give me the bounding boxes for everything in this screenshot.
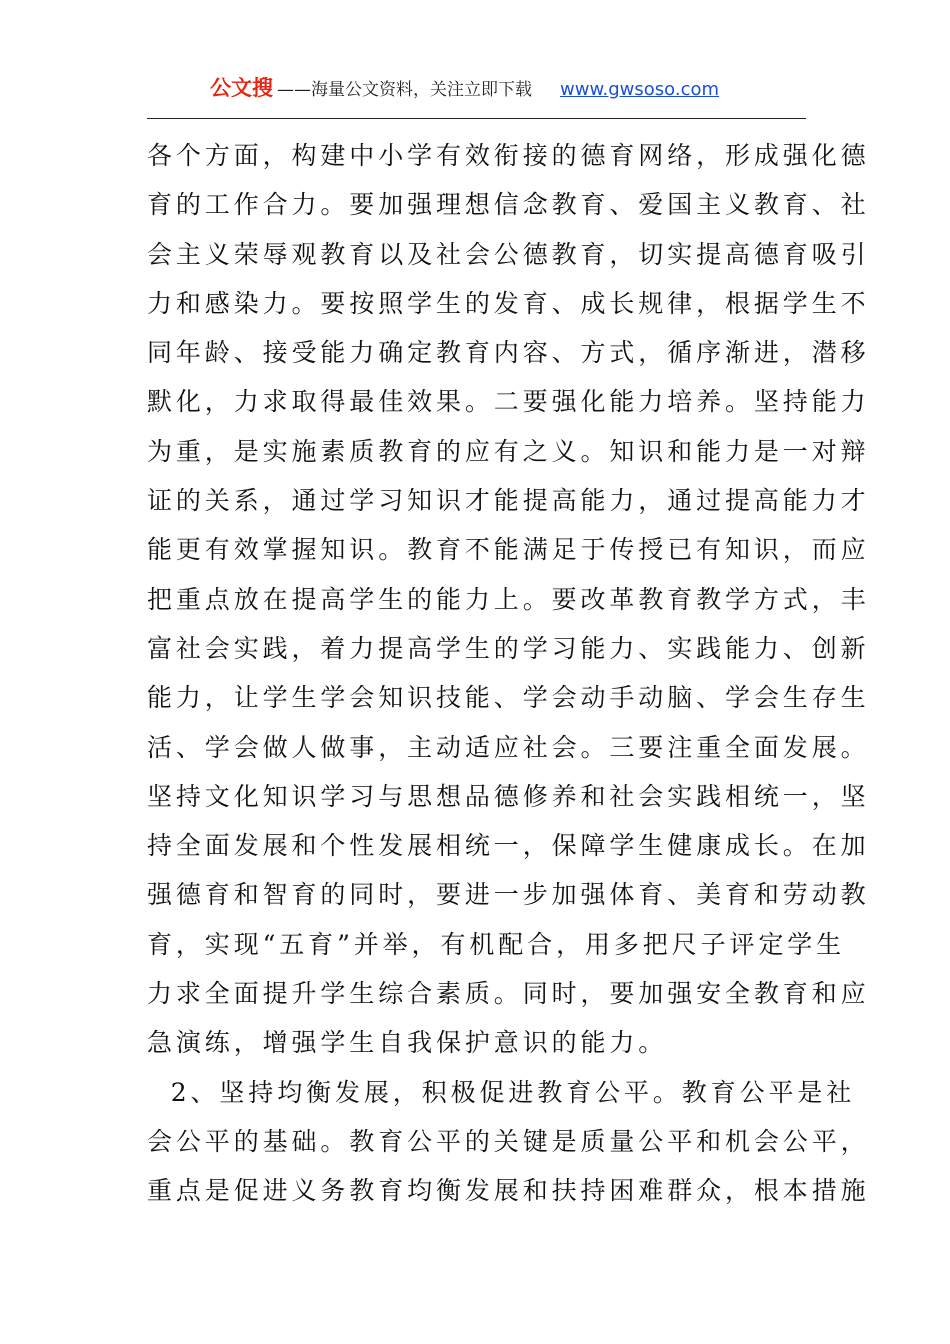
text-line: 持全面发展和个性发展相统一，保障学生健康成长。在加	[147, 831, 870, 861]
text-line: 力和感染力。要按照学生的发育、成长规律，根据学生不	[147, 288, 870, 318]
text-line: 默化，力求取得最佳效果。二要强化能力培养。坚持能力	[147, 387, 870, 417]
paragraph-1	[147, 131, 870, 1068]
header-tagline: ——海量公文资料，关注立即下载	[277, 80, 532, 100]
text-line: 坚持文化知识学习与思想品德修养和社会实践相统一，坚	[147, 781, 870, 811]
header-divider	[147, 118, 806, 119]
page-header	[147, 72, 806, 106]
text-line: 急演练，增强学生自我保护意识的能力。	[147, 1028, 668, 1058]
paragraph-2	[147, 1068, 870, 1216]
text-line: 活、学会做人做事，主动适应社会。三要注重全面发展。	[147, 732, 870, 762]
text-line: 能更有效掌握知识。教育不能满足于传授已有知识，而应	[147, 535, 870, 565]
site-link[interactable]: www.gwsoso.com	[560, 79, 720, 100]
text-line: 把重点放在提高学生的能力上。要改革教育教学方式，丰	[147, 584, 870, 614]
text-line: 强德育和智育的同时，要进一步加强体育、美育和劳动教	[147, 880, 870, 910]
text-line: 会主义荣辱观教育以及社会公德教育，切实提高德育吸引	[147, 239, 870, 269]
document-body	[147, 131, 870, 1216]
text-line: 富社会实践，着力提高学生的学习能力、实践能力、创新	[147, 633, 870, 663]
text-line: 证的关系，通过学习知识才能提高能力，通过提高能力才	[147, 486, 870, 516]
text-line: 同年龄、接受能力确定教育内容、方式，循序渐进，潜移	[147, 338, 870, 368]
text-line: 育，实现“五育”并举，有机配合，用多把尺子评定学生	[147, 929, 846, 959]
text-line: 能力，让学生学会知识技能、学会动手动脑、学会生存生	[147, 683, 870, 713]
text-line: 育的工作合力。要加强理想信念教育、爱国主义教育、社	[147, 190, 870, 220]
brand-logo-text: 公文搜	[210, 76, 273, 100]
text-line: 力求全面提升学生综合素质。同时，要加强安全教育和应	[147, 979, 870, 1009]
text-line: 会公平的基础。教育公平的关键是质量公平和机会公平，	[147, 1126, 870, 1156]
text-line: 为重，是实施素质教育的应有之义。知识和能力是一对辩	[147, 436, 870, 466]
text-line: 重点是促进义务教育均衡发展和扶持困难群众，根本措施	[147, 1176, 870, 1206]
text-line: 2、坚持均衡发展，积极促进教育公平。教育公平是社	[147, 1077, 856, 1107]
text-line: 各个方面，构建中小学有效衔接的德育网络，形成强化德	[147, 141, 870, 170]
